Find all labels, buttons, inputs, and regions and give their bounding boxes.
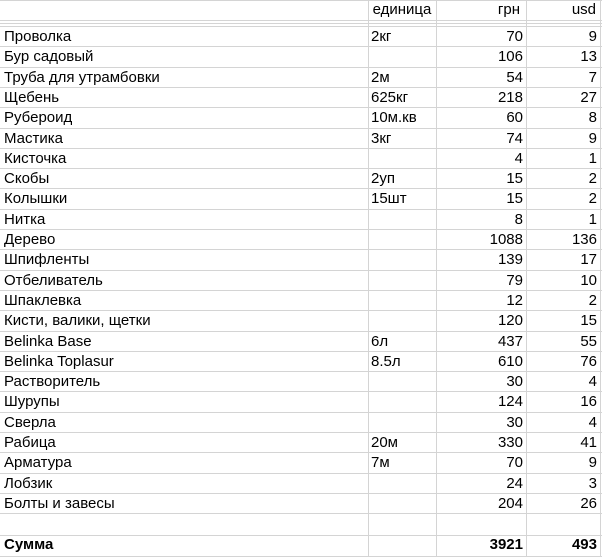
item-usd-cell[interactable]: 55 <box>580 332 597 350</box>
table-row <box>0 169 602 189</box>
table-row <box>0 372 602 392</box>
item-unit-cell[interactable]: 20м <box>371 434 398 451</box>
item-unit-cell[interactable] <box>368 271 436 291</box>
item-usd-cell[interactable]: 26 <box>580 494 597 512</box>
table-row <box>0 27 602 47</box>
item-name-cell[interactable]: Бур садовый <box>4 48 94 66</box>
item-usd-cell[interactable]: 13 <box>580 48 597 66</box>
gridline-horizontal <box>0 432 602 433</box>
header-unit-cell[interactable]: единица <box>372 1 432 18</box>
gridline-horizontal <box>0 513 602 514</box>
header-uah-cell[interactable]: грн <box>497 1 520 18</box>
item-name-cell[interactable]: Колышки <box>4 190 68 208</box>
gridline-horizontal <box>0 168 602 169</box>
item-name-cell[interactable]: Belinka Toplasur <box>4 352 114 370</box>
item-uah-cell[interactable]: 70 <box>506 454 523 472</box>
gridline-vertical <box>368 0 369 556</box>
item-name-cell[interactable]: Сверла <box>4 413 56 431</box>
item-uah-cell[interactable]: 218 <box>497 88 523 106</box>
gridline-horizontal <box>0 351 602 352</box>
item-unit-cell[interactable] <box>368 47 436 67</box>
item-unit-cell[interactable]: 7м <box>371 454 390 472</box>
item-name-cell[interactable]: Дерево <box>4 231 56 248</box>
item-unit-cell[interactable]: 3кг <box>371 129 392 147</box>
item-unit-cell[interactable]: 2м <box>371 68 390 86</box>
gridline-horizontal <box>0 493 602 494</box>
item-name-cell[interactable]: Скобы <box>4 170 50 188</box>
item-uah-cell[interactable]: 1088 <box>489 231 523 248</box>
gridline-horizontal <box>0 87 602 88</box>
gridline-horizontal <box>0 331 602 332</box>
item-usd-cell[interactable]: 4 <box>588 413 597 431</box>
item-uah-cell[interactable]: 54 <box>506 68 523 86</box>
item-name-cell[interactable]: Кисточка <box>4 149 67 167</box>
item-unit-cell[interactable] <box>368 494 436 514</box>
header-row <box>0 0 602 20</box>
table-row <box>0 433 602 453</box>
item-unit-cell[interactable]: 15шт <box>371 190 407 208</box>
item-unit-cell[interactable]: 625кг <box>371 88 409 106</box>
table-row <box>0 453 602 473</box>
item-name-cell[interactable]: Лобзик <box>4 474 53 492</box>
item-name-cell[interactable]: Шурупы <box>4 393 60 411</box>
item-usd-cell[interactable]: 1 <box>588 149 597 167</box>
item-unit-cell[interactable] <box>368 392 436 412</box>
gridline-horizontal <box>0 535 602 536</box>
item-unit-cell[interactable] <box>368 291 436 311</box>
item-uah-cell[interactable]: 15 <box>506 190 523 208</box>
table-row <box>0 332 602 352</box>
table-row <box>0 250 602 270</box>
table-row <box>0 149 602 169</box>
gridline-horizontal <box>0 391 602 392</box>
item-unit-cell[interactable] <box>368 210 436 230</box>
item-uah-cell[interactable]: 106 <box>497 48 523 66</box>
item-usd-cell[interactable]: 9 <box>588 129 597 147</box>
header-usd-cell[interactable]: usd <box>571 1 596 18</box>
item-uah-cell[interactable]: 4 <box>514 149 523 167</box>
gridline-vertical <box>526 0 527 556</box>
item-unit-cell[interactable] <box>368 413 436 433</box>
item-unit-cell[interactable] <box>368 230 436 250</box>
table-row <box>0 413 602 433</box>
table-row <box>0 291 602 311</box>
item-uah-cell[interactable]: 60 <box>506 109 523 127</box>
table-row <box>0 392 602 412</box>
item-uah-cell[interactable]: 30 <box>506 373 523 391</box>
item-name-cell[interactable]: Нитка <box>4 210 46 228</box>
gridline-horizontal <box>0 270 602 271</box>
table-row <box>0 494 602 514</box>
gridline-horizontal <box>0 452 602 453</box>
table-row <box>0 210 602 230</box>
gridline-horizontal <box>0 371 602 372</box>
item-uah-cell[interactable]: 15 <box>506 170 523 188</box>
item-usd-cell[interactable]: 16 <box>580 393 597 411</box>
gridline-horizontal <box>0 209 602 210</box>
gridline-vertical <box>600 0 601 556</box>
item-usd-cell[interactable]: 4 <box>588 373 597 391</box>
item-usd-cell[interactable]: 2 <box>588 291 597 309</box>
item-usd-cell[interactable]: 27 <box>580 88 597 106</box>
item-uah-cell[interactable]: 437 <box>497 332 523 350</box>
item-unit-cell[interactable]: 10м.кв <box>371 109 417 127</box>
item-unit-cell[interactable]: 2кг <box>371 28 392 45</box>
item-usd-cell[interactable]: 9 <box>588 28 597 45</box>
item-name-cell[interactable]: Труба для утрамбовки <box>4 68 160 86</box>
gridline-horizontal <box>0 188 602 189</box>
gridline-horizontal <box>0 20 602 21</box>
total-uah-cell[interactable]: 3921 <box>489 536 523 553</box>
table-row <box>0 47 602 67</box>
gridline-horizontal <box>0 107 602 108</box>
table-row <box>0 230 602 250</box>
item-unit-cell[interactable] <box>368 149 436 169</box>
total-row <box>0 535 602 555</box>
item-name-cell[interactable]: Рубероид <box>4 109 73 127</box>
item-uah-cell[interactable]: 70 <box>506 28 523 45</box>
item-name-cell[interactable]: Растворитель <box>4 373 101 391</box>
item-uah-cell[interactable]: 8 <box>514 210 523 228</box>
item-uah-cell[interactable]: 74 <box>506 129 523 147</box>
item-name-cell[interactable]: Арматура <box>4 454 72 472</box>
item-usd-cell[interactable]: 9 <box>588 454 597 472</box>
item-name-cell[interactable]: Рабица <box>4 434 56 451</box>
gridline-horizontal <box>0 249 602 250</box>
gridline-horizontal <box>0 128 602 129</box>
blank-row <box>0 515 602 535</box>
item-usd-cell[interactable]: 2 <box>588 190 597 208</box>
item-unit-cell[interactable]: 6л <box>371 332 389 350</box>
table-row <box>0 271 602 291</box>
item-usd-cell[interactable]: 76 <box>580 352 597 370</box>
table-row <box>0 474 602 494</box>
total-usd-cell[interactable]: 493 <box>571 536 597 553</box>
gridline-horizontal <box>0 229 602 230</box>
item-uah-cell[interactable]: 12 <box>506 291 523 309</box>
item-unit-cell[interactable]: 8.5л <box>371 352 401 370</box>
item-usd-cell[interactable]: 10 <box>580 271 597 289</box>
item-unit-cell[interactable] <box>368 372 436 392</box>
item-usd-cell[interactable]: 41 <box>580 434 597 451</box>
total-label-cell[interactable]: Сумма <box>4 536 54 553</box>
total-unit-cell[interactable] <box>368 535 436 555</box>
item-unit-cell[interactable] <box>368 311 436 331</box>
gridline-horizontal <box>0 310 602 311</box>
item-name-cell[interactable]: Шпифленты <box>4 251 90 269</box>
item-name-cell[interactable]: Шпаклевка <box>4 291 82 309</box>
item-unit-cell[interactable]: 2уп <box>371 170 395 188</box>
table-row <box>0 189 602 209</box>
table-row <box>0 311 602 331</box>
item-usd-cell[interactable]: 17 <box>580 251 597 269</box>
item-uah-cell[interactable]: 204 <box>497 494 523 512</box>
item-name-cell[interactable]: Мастика <box>4 129 63 147</box>
item-uah-cell[interactable]: 124 <box>497 393 523 411</box>
table-row <box>0 129 602 149</box>
table-row <box>0 88 602 108</box>
item-uah-cell[interactable]: 79 <box>506 271 523 289</box>
gridline-horizontal <box>0 23 602 24</box>
gridline-horizontal <box>0 26 602 27</box>
item-usd-cell[interactable]: 1 <box>588 210 597 228</box>
gridline-horizontal <box>0 290 602 291</box>
item-usd-cell[interactable]: 2 <box>588 170 597 188</box>
gridline-horizontal <box>0 0 602 1</box>
item-uah-cell[interactable]: 24 <box>506 474 523 492</box>
item-uah-cell[interactable]: 610 <box>497 352 523 370</box>
item-unit-cell[interactable] <box>368 474 436 494</box>
item-unit-cell[interactable] <box>368 250 436 270</box>
blank-cell[interactable] <box>0 515 368 535</box>
item-name-cell[interactable]: Болты и завесы <box>4 494 115 512</box>
item-uah-cell[interactable]: 120 <box>497 312 523 330</box>
item-name-cell[interactable]: Кисти, валики, щетки <box>4 312 151 330</box>
item-usd-cell[interactable]: 8 <box>588 109 597 127</box>
gridline-horizontal <box>0 148 602 149</box>
gridline-horizontal <box>0 412 602 413</box>
table-row <box>0 352 602 372</box>
item-name-cell[interactable]: Проволка <box>4 28 72 45</box>
item-name-cell[interactable]: Отбеливатель <box>4 271 103 289</box>
item-uah-cell[interactable]: 30 <box>506 413 523 431</box>
item-uah-cell[interactable]: 330 <box>497 434 523 451</box>
item-name-cell[interactable]: Belinka Base <box>4 332 92 350</box>
item-usd-cell[interactable]: 7 <box>588 68 597 86</box>
gridline-horizontal <box>0 46 602 47</box>
item-usd-cell[interactable]: 3 <box>588 474 597 492</box>
table-row <box>0 68 602 88</box>
gridline-horizontal <box>0 473 602 474</box>
table-row <box>0 108 602 128</box>
item-uah-cell[interactable]: 139 <box>497 251 523 269</box>
header-name-cell[interactable] <box>0 0 368 20</box>
item-usd-cell[interactable]: 15 <box>580 312 597 330</box>
gridline-horizontal <box>0 67 602 68</box>
item-usd-cell[interactable]: 136 <box>571 231 597 248</box>
gridline-vertical <box>436 0 437 556</box>
item-name-cell[interactable]: Щебень <box>4 88 60 106</box>
